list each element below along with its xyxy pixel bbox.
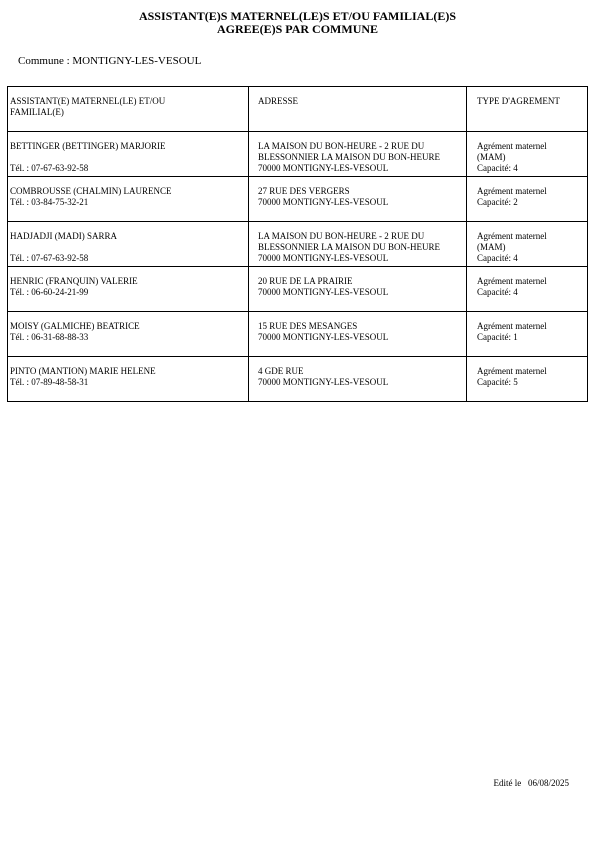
cell-agreement-type [467,267,588,312]
header-type-label: TYPE D'AGREMENT [477,96,560,106]
address-line: 4 GDE RUE [258,366,304,376]
agreement-type: Agrément maternel [477,276,547,286]
cell-assistant [8,222,249,267]
edition-date-value: 06/08/2025 [527,778,569,788]
cell-agreement-type [467,312,588,357]
assistant-phone: Tél. : 06-31-68-88-33 [10,332,89,342]
cell-address [249,267,467,312]
table-row [8,357,588,402]
address-line: 70000 MONTIGNY-LES-VESOUL [258,163,389,173]
agreement-type: Agrément maternel [477,231,547,241]
capacity: Capacité: 4 [477,163,518,173]
address-line: 20 RUE DE LA PRAIRIE [258,276,353,286]
header-address-label: ADRESSE [258,96,299,106]
cell-assistant [8,312,249,357]
header-type [467,87,588,132]
cell-address [249,177,467,222]
assistant-phone: Tél. : 06-60-24-21-99 [10,287,89,297]
commune-label: Commune : MONTIGNY-LES-VESOUL [18,55,202,67]
assistant-phone: Tél. : 07-89-48-58-31 [10,377,89,387]
assistant-phone: Tél. : 03-84-75-32-21 [10,197,89,207]
table-body [8,132,588,402]
capacity: Capacité: 4 [477,287,518,297]
cell-address [249,357,467,402]
address-line: 70000 MONTIGNY-LES-VESOUL [258,332,389,342]
document-title [0,10,595,36]
cell-assistant [8,267,249,312]
cell-address [249,312,467,357]
address-line: BLESSONNIER LA MAISON DU BON-HEURE [258,242,441,252]
header-assistant [8,87,249,132]
agreement-type: Agrément maternel [477,186,547,196]
agreement-type-extra: (MAM) [477,242,506,252]
cell-address [249,132,467,177]
table-row [8,222,588,267]
cell-assistant [8,177,249,222]
cell-agreement-type [467,357,588,402]
assistant-name: HADJADJI (MADI) SARRA [10,231,118,241]
capacity: Capacité: 2 [477,197,518,207]
agreement-type-extra: (MAM) [477,152,506,162]
cell-assistant [8,357,249,402]
assistant-name: HENRIC (FRANQUIN) VALERIE [10,276,138,286]
table-row [8,177,588,222]
header-address [249,87,467,132]
agreement-type: Agrément maternel [477,366,547,376]
address-line: 70000 MONTIGNY-LES-VESOUL [258,287,389,297]
assistant-name: COMBROUSSE (CHALMIN) LAURENCE [10,186,172,196]
address-line: 15 RUE DES MESANGES [258,321,358,331]
edition-date-label: Edité le [493,778,522,788]
table-header-row [8,87,588,132]
table-row [8,312,588,357]
table-row [8,267,588,312]
assistant-phone: Tél. : 07-67-63-92-58 [10,163,89,173]
address-line: 70000 MONTIGNY-LES-VESOUL [258,197,389,207]
assistant-phone: Tél. : 07-67-63-92-58 [10,253,89,263]
edition-date [493,778,569,788]
table-row [8,132,588,177]
address-line: 70000 MONTIGNY-LES-VESOUL [258,253,389,263]
cell-agreement-type [467,132,588,177]
assistant-name: BETTINGER (BETTINGER) MARJORIE [10,141,166,151]
assistant-name: PINTO (MANTION) MARIE HELENE [10,366,156,376]
agreement-type: Agrément maternel [477,141,547,151]
document-title-line-1: ASSISTANT(E)S MATERNEL(LE)S ET/OU FAMILIAL(E)S [138,9,457,23]
address-line: LA MAISON DU BON-HEURE - 2 RUE DU [258,141,425,151]
capacity: Capacité: 5 [477,377,518,387]
cell-assistant [8,132,249,177]
document-title-line-2: AGREE(E)S PAR COMMUNE [216,22,379,36]
capacity: Capacité: 1 [477,332,518,342]
address-line: 27 RUE DES VERGERS [258,186,350,196]
cell-agreement-type [467,177,588,222]
assistants-table [7,86,588,402]
header-assistant-label: ASSISTANT(E) MATERNEL(LE) ET/OU FAMILIAL(E) [10,96,166,117]
cell-address [249,222,467,267]
address-line: BLESSONNIER LA MAISON DU BON-HEURE [258,152,441,162]
cell-agreement-type [467,222,588,267]
agreement-type: Agrément maternel [477,321,547,331]
address-line: 70000 MONTIGNY-LES-VESOUL [258,377,389,387]
capacity: Capacité: 4 [477,253,518,263]
address-line: LA MAISON DU BON-HEURE - 2 RUE DU [258,231,425,241]
assistant-name: MOISY (GALMICHE) BEATRICE [10,321,140,331]
